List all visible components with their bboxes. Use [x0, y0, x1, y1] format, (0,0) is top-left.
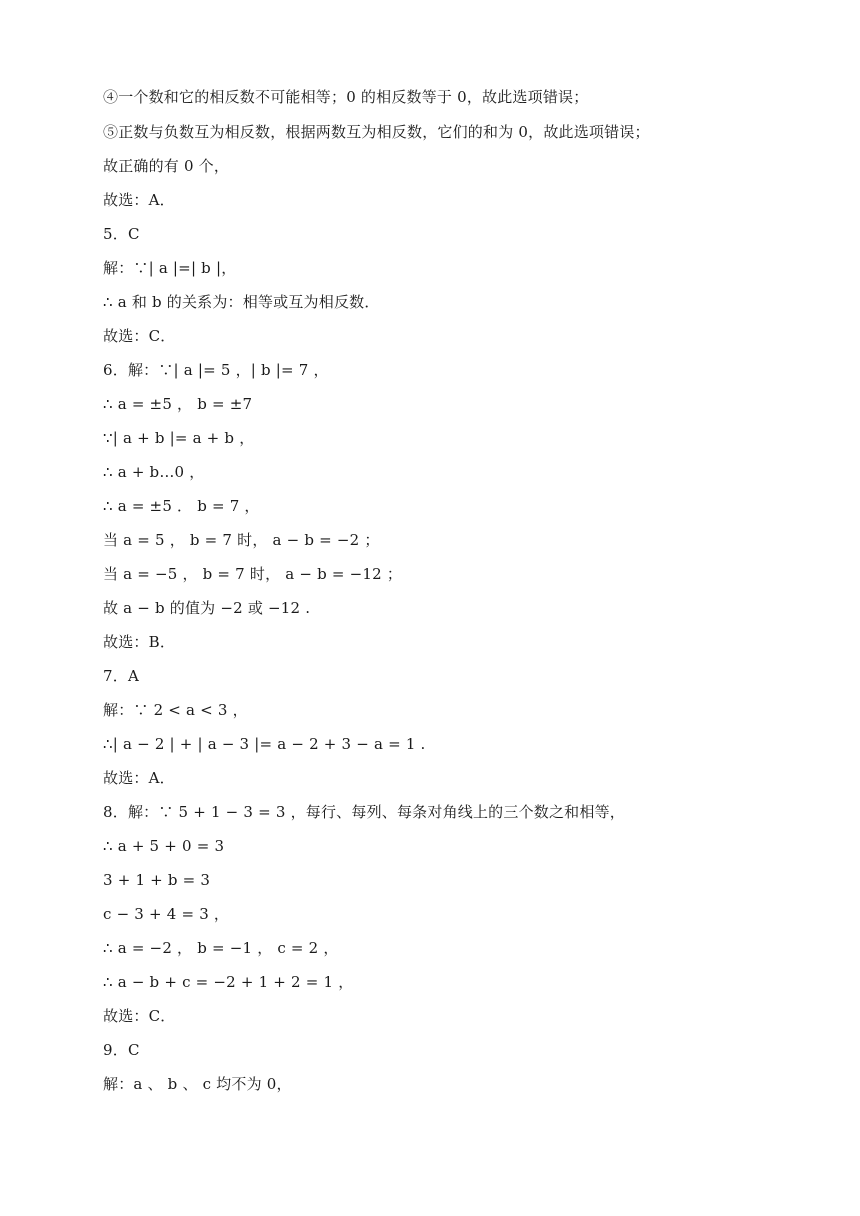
text-line: ∵| a + b |= a + b ，	[103, 429, 255, 447]
text-line: 解：∵ 2 < a < 3 ，	[103, 701, 248, 719]
text-line: 故 a − b 的值为 −2 或 −12 .	[103, 599, 311, 617]
text-line: 故正确的有 0 个，	[103, 157, 230, 175]
text-line: 7．A	[103, 667, 139, 685]
text-line: 6．解：∵| a |= 5 ，| b |= 7 ，	[103, 361, 329, 379]
text-line: ∴| a − 2 | + | a − 3 |= a − 2 + 3 − a = 1 .	[103, 735, 426, 753]
text-line: 故选：A．	[103, 769, 175, 787]
text-line: ∴ a = ±5 ， b = ±7	[103, 395, 253, 413]
text-line: ∴ a + 5 + 0 = 3	[103, 837, 225, 855]
text-line: 5．C	[103, 225, 140, 243]
text-line: ∴ a + b…0 ，	[103, 463, 205, 481]
text-line: 故选：A．	[103, 191, 175, 209]
text-line: ∴ a = −2 ， b = −1 ， c = 2 ，	[103, 939, 339, 957]
text-line: ⑤正数与负数互为相反数，根据两数互为相反数，它们的和为 0，故此选项错误；	[103, 123, 650, 141]
text-line: 8．解：∵ 5 + 1 − 3 = 3 ，每行、每列、每条对角线上的三个数之和相等，	[103, 803, 625, 821]
text-line: 9．C	[103, 1041, 140, 1059]
text-line: 解：∵| a |=| b |，	[103, 259, 237, 277]
text-line: 当 a = 5 ， b = 7 时， a − b = −2 ；	[103, 531, 380, 549]
text-line: ∴ a − b + c = −2 + 1 + 2 = 1 ，	[103, 973, 354, 991]
text-line: 故选：C．	[103, 327, 176, 345]
text-line: 当 a = −5 ， b = 7 时， a − b = −12 ；	[103, 565, 403, 583]
text-line: 3 + 1 + b = 3	[103, 871, 211, 889]
text-line: ④一个数和它的相反数不可能相等；0 的相反数等于 0，故此选项错误；	[103, 88, 589, 106]
text-line: 解：a 、 b 、 c 均不为 0，	[103, 1075, 292, 1093]
text-line: c − 3 + 4 = 3 ，	[103, 905, 230, 923]
text-line: 故选：C．	[103, 1007, 176, 1025]
text-line: ∴ a 和 b 的关系为：相等或互为相反数．	[103, 293, 380, 311]
text-line: ∴ a = ±5 ． b = 7 ，	[103, 497, 260, 515]
text-line: 故选：B．	[103, 633, 176, 651]
